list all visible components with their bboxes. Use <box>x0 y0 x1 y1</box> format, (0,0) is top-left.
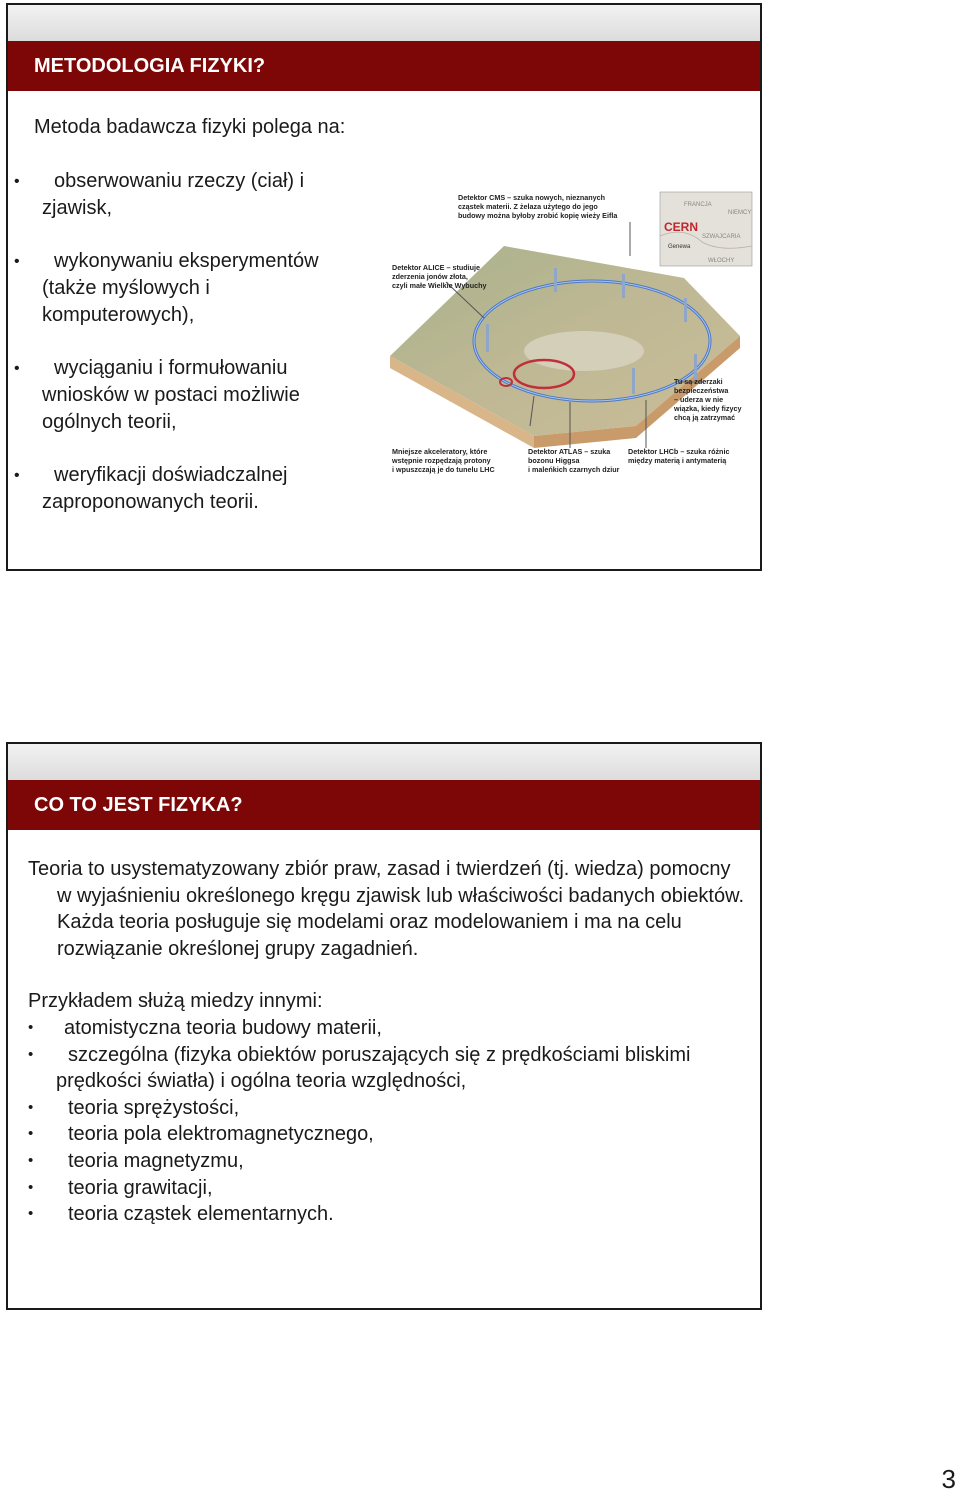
svg-text:Detektor ATLAS – szuka: Detektor ATLAS – szuka <box>528 447 611 456</box>
svg-text:– uderza w nie: – uderza w nie <box>674 395 724 404</box>
slide1-intro: Metoda badawcza fizyki polega na: <box>34 116 346 138</box>
svg-text:i wpuszczają je do tunelu LHC: i wpuszczają je do tunelu LHC <box>392 465 495 474</box>
svg-text:cząstek materii. Z żelaza użyt: cząstek materii. Z żelaza użytego do jego <box>458 202 598 211</box>
svg-text:Detektor CMS – szuka nowych, n: Detektor CMS – szuka nowych, nieznanych <box>458 193 605 202</box>
shaft <box>632 368 635 394</box>
examples-intro: Przykładem służą miedzy innymi: <box>28 990 323 1013</box>
svg-text:czyli małe Wielkie Wybuchy: czyli małe Wielkie Wybuchy <box>392 281 487 290</box>
list-item: • wyciąganiu i formułowaniu wniosków w postaci możliwie ogólnych teorii, <box>14 357 300 433</box>
svg-text:Mniejsze akceleratory, które: Mniejsze akceleratory, które <box>392 447 488 456</box>
list-item: • szczególna (fizyka obiektów poruszających się z prędkościami bliskimi prędkości światła) i ogólna teoria względności, <box>28 1043 691 1093</box>
theory-examples-list <box>28 1015 748 1228</box>
bullet-icon: • <box>28 1205 34 1223</box>
list-item: • obserwowaniu rzeczy (ciał) i zjawisk, <box>14 170 305 219</box>
svg-text:wiązka, kiedy fizycy: wiązka, kiedy fizycy <box>674 404 742 413</box>
map-label-cern: CERN <box>664 220 699 234</box>
list-item: • weryfikacji doświadczalnej zaproponowanych teorii. <box>14 464 288 513</box>
svg-text:bezpieczeństwa: bezpieczeństwa <box>674 386 729 395</box>
list-item: • teoria magnetyzmu, <box>28 1148 748 1175</box>
caption-safety <box>673 377 742 422</box>
map-label-francja: FRANCJA <box>684 202 712 208</box>
list-item: • atomistyczna teoria budowy materii, <box>28 1015 748 1042</box>
slide-top-band <box>8 744 760 780</box>
shaft <box>684 298 687 322</box>
svg-text:budowy można byłoby zrobić kop: budowy można byłoby zrobić kopię wieży Eifla <box>458 211 618 220</box>
svg-text:między materią i antymaterią: między materią i antymaterią <box>628 456 727 465</box>
bullet-icon: • <box>28 1045 34 1063</box>
bullet-icon: • <box>14 173 20 190</box>
lhc-diagram <box>384 186 756 482</box>
map-label-genewa: Genewa <box>668 244 691 250</box>
svg-text:Detektor LHCb – szuka różnic: Detektor LHCb – szuka różnic <box>628 447 730 456</box>
bullet-icon: • <box>28 1018 34 1036</box>
caption-alice <box>392 263 486 290</box>
svg-text:zderzenia jonów złota,: zderzenia jonów złota, <box>392 272 468 281</box>
map-label-niemcy: NIEMCY <box>728 210 752 216</box>
slide-title: CO TO JEST FIZYKA? <box>8 780 760 830</box>
shaft <box>486 324 489 352</box>
caption-atlas <box>528 447 620 474</box>
bullet-icon: • <box>28 1125 34 1143</box>
shaft <box>622 274 625 298</box>
map-label-szwajcaria: SZWAJCARIA <box>702 234 741 240</box>
list-item: • teoria sprężystości, <box>28 1095 748 1122</box>
bullet-icon: • <box>28 1098 34 1116</box>
caption-lhcb <box>628 447 729 465</box>
slide-top-band <box>8 5 760 41</box>
bullet-icon: • <box>14 467 20 484</box>
bullet-icon: • <box>14 253 20 270</box>
list-item: • wykonywaniu eksperymentów (także myślowych i komputerowych), <box>14 250 319 326</box>
svg-text:Detektor ALICE – studiuje: Detektor ALICE – studiuje <box>392 263 480 272</box>
svg-text:bozonu Higgsa: bozonu Higgsa <box>528 456 580 465</box>
list-item: • teoria pola elektromagnetycznego, <box>28 1121 748 1148</box>
list-item: • teoria grawitacji, <box>28 1175 748 1202</box>
theory-definition: Teoria to usystematyzowany zbiór praw, zasad i twierdzeń (tj. wiedza) pomocny w wyjaśnieniu określonego kręgu zjawisk lub właściwości badanych obiektów. Każda teoria posługuje się modelami oraz modelowaniem i ma na celu rozwiązanie określonej grupy zagadnień. <box>28 858 745 960</box>
bullet-icon: • <box>14 360 20 377</box>
caption-cms <box>458 193 618 220</box>
lake <box>524 331 644 371</box>
shaft <box>554 268 557 292</box>
list-item: • teoria cząstek elementarnych. <box>28 1201 748 1228</box>
slide-title: METODOLOGIA FIZYKI? <box>8 41 760 91</box>
svg-text:wstępnie rozpędzają protony: wstępnie rozpędzają protony <box>392 456 491 465</box>
svg-text:i maleńkich czarnych dziur: i maleńkich czarnych dziur <box>528 465 620 474</box>
method-bullet-list <box>8 168 348 542</box>
bullet-icon: • <box>28 1151 34 1169</box>
caption-accelerators <box>391 447 495 474</box>
svg-text:chcą ją zatrzymać: chcą ją zatrzymać <box>674 413 736 422</box>
map-label-wlochy: WŁOCHY <box>708 258 735 264</box>
bullet-icon: • <box>28 1178 34 1196</box>
page-number: 3 <box>941 1464 956 1494</box>
slide2-body <box>28 856 748 1228</box>
svg-text:Tu są zderzaki: Tu są zderzaki <box>674 377 723 386</box>
